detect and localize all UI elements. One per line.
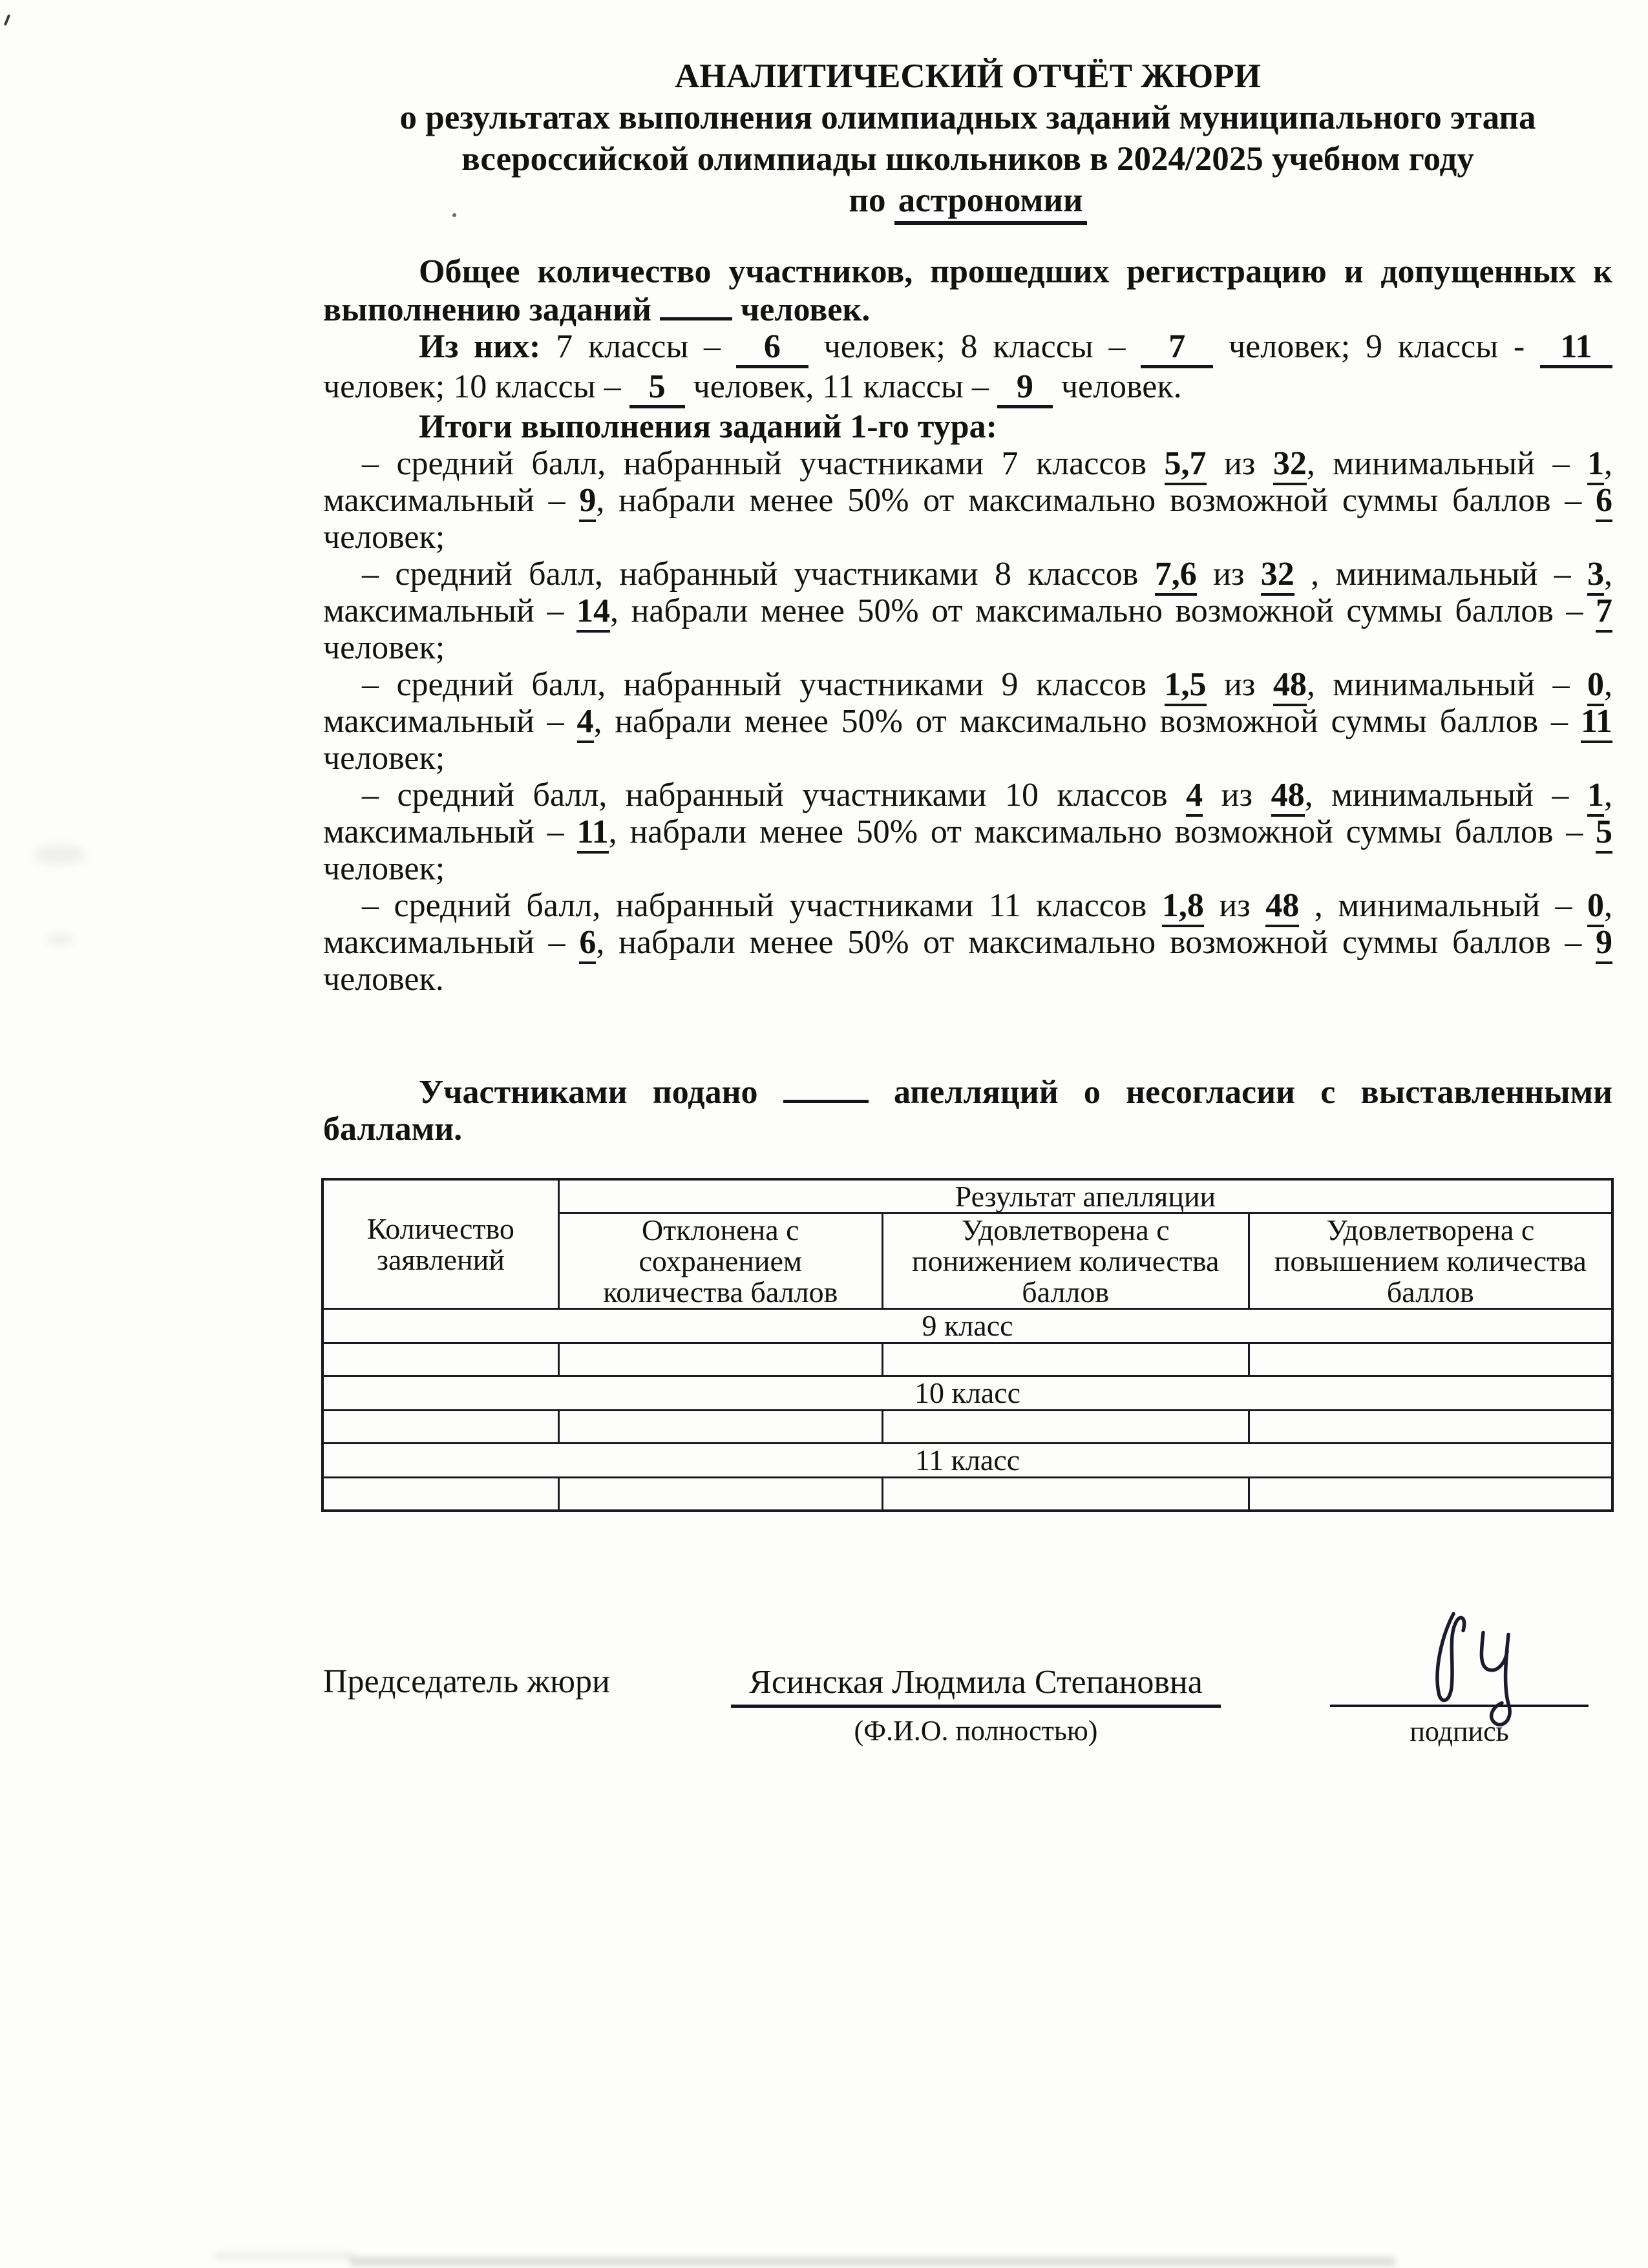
bullet-lead: – средний балл, набранный участниками 9 классов [362,666,1165,703]
field-grade11-count: 9 [997,368,1053,408]
appeals-results-table [321,1178,1614,1512]
field-grade10-count: 5 [629,368,685,408]
subject-prefix: по [849,182,894,219]
data-row-grade-10 [322,1411,1612,1444]
scan-speck-artifact [4,14,10,26]
appeal-count-cell [322,1343,558,1376]
breakdown-seg-4: человек; 10 классы – [323,368,629,405]
appeal-raised-cell [1249,1343,1612,1376]
appeals-text: Участниками подано [419,1074,758,1111]
bullet-text: , набрали менее 50% от максимально возможной суммы баллов – [608,814,1596,850]
value-avg-score: 1,5 [1165,666,1207,706]
results-heading: Итоги выполнения заданий 1-го тура: [419,408,997,445]
value-below-50-count: 11 [1581,703,1612,743]
report-title-line-2: о результатах выполнения олимпиадных заданий муниципального этапа [399,99,1536,136]
signing-block [323,1663,1612,1876]
appeal-lowered-cell [882,1478,1249,1511]
appeal-count-cell [322,1478,558,1511]
jury-chair-name-block [724,1663,1228,1747]
scan-edge-shadow [213,2252,355,2259]
bullet-text: из [1206,445,1273,482]
value-below-50-count: 5 [1596,814,1612,854]
paragraph-total-participants [323,253,1612,328]
bullet-lead: – средний балл, набранный участниками 11 классов [362,887,1162,924]
bullet-tail: человек. [323,961,444,998]
section-row-grade-10 [322,1376,1612,1411]
header-rejected-kept: Отклонена с сохранением количества баллов [558,1213,882,1309]
appeal-lowered-cell [882,1343,1249,1376]
blank-appeals-count [783,1073,869,1103]
section-row-grade-11 [322,1444,1612,1478]
bullet-text: , максимальный – [323,887,1612,961]
breakdown-seg-3: человек; 9 классы - [1213,328,1540,365]
appeal-rejected-cell [558,1478,882,1511]
breakdown-seg-6: человек. [1052,368,1182,405]
paragraph-appeals [323,1073,1612,1148]
value-min-score: 1 [1587,777,1604,817]
bullet-lead: – средний балл, набранный участниками 10 классов [362,777,1187,814]
field-grade9-count: 11 [1540,328,1612,368]
bullet-tail: человек; [323,629,445,666]
bullet-text: из [1203,777,1271,814]
data-row-grade-9 [322,1343,1612,1376]
total-participants-tail: человек. [740,291,871,328]
report-title-line-1: АНАЛИТИЧЕСКИЙ ОТЧЁТ ЖЮРИ [675,58,1261,95]
bullet-text: , набрали менее 50% от максимально возможной суммы баллов – [596,482,1596,519]
bullet-grade-9-results [323,666,1612,777]
blank-total-participants [660,290,732,320]
value-max-possible: 48 [1265,887,1299,927]
appeals-text-tail: апелляций о несогласии с выставленными баллами. [323,1074,1613,1148]
value-min-score: 0 [1587,666,1604,706]
bullet-text: , минимальный – [1294,556,1587,593]
bullet-grade-10-results [323,777,1612,887]
signature-block [1330,1608,1589,1747]
report-title-line-3: всероссийской олимпиады школьников в 2024/2025 учебном году [461,140,1474,178]
breakdown-seg-2: человек; 8 классы – [808,328,1141,365]
paragraph-breakdown-by-grade [323,328,1612,408]
header-appeal-result: Результат апелляции [558,1179,1612,1213]
jury-chair-name: Ясинская Людмила Степановна [731,1666,1221,1708]
bullet-grade-7-results [323,445,1612,556]
scan-smudge-artifact [45,933,75,946]
document-content [323,0,1612,1876]
value-max-score: 6 [579,924,596,964]
breakdown-seg-5: человек, 11 классы – [684,368,997,405]
value-max-possible: 48 [1271,777,1305,817]
value-below-50-count: 9 [1596,924,1612,964]
signature-scribble [1391,1601,1540,1733]
value-max-score: 4 [577,703,594,743]
appeal-lowered-cell [882,1411,1249,1444]
value-avg-score: 7,6 [1155,556,1197,596]
section-label-grade-9: 9 класс [322,1309,1612,1343]
bullet-tail: человек; [323,740,445,777]
appeal-count-cell [322,1411,558,1444]
report-subject-line [323,180,1612,221]
value-max-possible: 32 [1261,556,1294,596]
value-below-50-count: 6 [1596,482,1612,522]
bullet-text: из [1196,556,1261,593]
appeal-rejected-cell [558,1343,882,1376]
value-max-score: 11 [577,814,609,854]
value-avg-score: 5,7 [1165,445,1207,485]
bullet-text: , минимальный – [1306,666,1587,703]
header-satisfied-raised: Удовлетворена с повышением количества баллов [1249,1213,1612,1309]
value-min-score: 3 [1587,556,1604,596]
field-grade7-count: 6 [736,328,808,368]
bullet-tail: человек; [323,850,445,887]
bullet-text: , максимальный – [323,445,1612,519]
value-max-possible: 48 [1273,666,1307,706]
value-avg-score: 1,8 [1162,887,1204,927]
bullet-text: , минимальный – [1304,777,1587,814]
value-max-score: 14 [576,593,610,633]
jury-chair-label: Председатель жюри [323,1663,610,1700]
scan-smudge-artifact [34,845,85,865]
bullet-tail: человек; [323,519,445,556]
report-title-block [323,56,1612,221]
bullet-text: из [1206,666,1273,703]
bullet-text: , максимальный – [323,556,1612,629]
bullet-text: из [1203,887,1266,924]
scan-edge-shadow [349,2257,1396,2266]
bullet-lead: – средний балл, набранный участниками 7 классов [362,445,1165,482]
value-max-score: 9 [579,482,596,522]
bullet-text: , набрали менее 50% от максимально возможной суммы баллов – [610,593,1596,629]
value-below-50-count: 7 [1596,593,1612,633]
subject-name: астрономии [894,182,1087,225]
value-avg-score: 4 [1186,777,1203,817]
bullet-lead: – средний балл, набранный участниками 8 классов [362,556,1155,593]
section-label-grade-11: 11 класс [322,1444,1612,1478]
appeal-raised-cell [1249,1478,1612,1511]
value-max-possible: 32 [1273,445,1307,485]
value-min-score: 0 [1587,887,1604,927]
section-label-grade-10: 10 класс [322,1376,1612,1411]
header-applications-count: Количество заявлений [322,1179,558,1309]
signature-line [1330,1608,1589,1707]
value-min-score: 1 [1587,445,1604,485]
bullet-grade-8-results [323,556,1612,666]
breakdown-seg-1: 7 классы – [540,328,736,365]
bullet-text: , набрали менее 50% от максимально возможной суммы баллов – [593,703,1581,740]
bullet-text: , максимальный – [323,777,1612,850]
data-row-grade-11 [322,1478,1612,1511]
total-participants-text: Общее количество участников, прошедших регистрацию и допущенных к выполнению заданий [323,253,1612,328]
bullet-text: , набрали менее 50% от максимально возможной суммы баллов – [596,924,1596,961]
bullet-text: , максимальный – [323,666,1612,740]
table-header-row [322,1179,1612,1213]
field-grade8-count: 7 [1141,328,1213,368]
bullet-text: , минимальный – [1299,887,1587,924]
signature-caption: подпись [1410,1716,1509,1747]
appeal-raised-cell [1249,1411,1612,1444]
bullet-text: , минимальный – [1306,445,1587,482]
appeal-rejected-cell [558,1411,882,1444]
full-name-caption: (Ф.И.О. полностью) [854,1715,1098,1747]
bullet-grade-11-results [323,887,1612,998]
header-satisfied-lowered: Удовлетворена с понижением количества баллов [882,1213,1249,1309]
section-row-grade-9 [322,1309,1612,1343]
breakdown-label: Из них: [419,328,541,365]
